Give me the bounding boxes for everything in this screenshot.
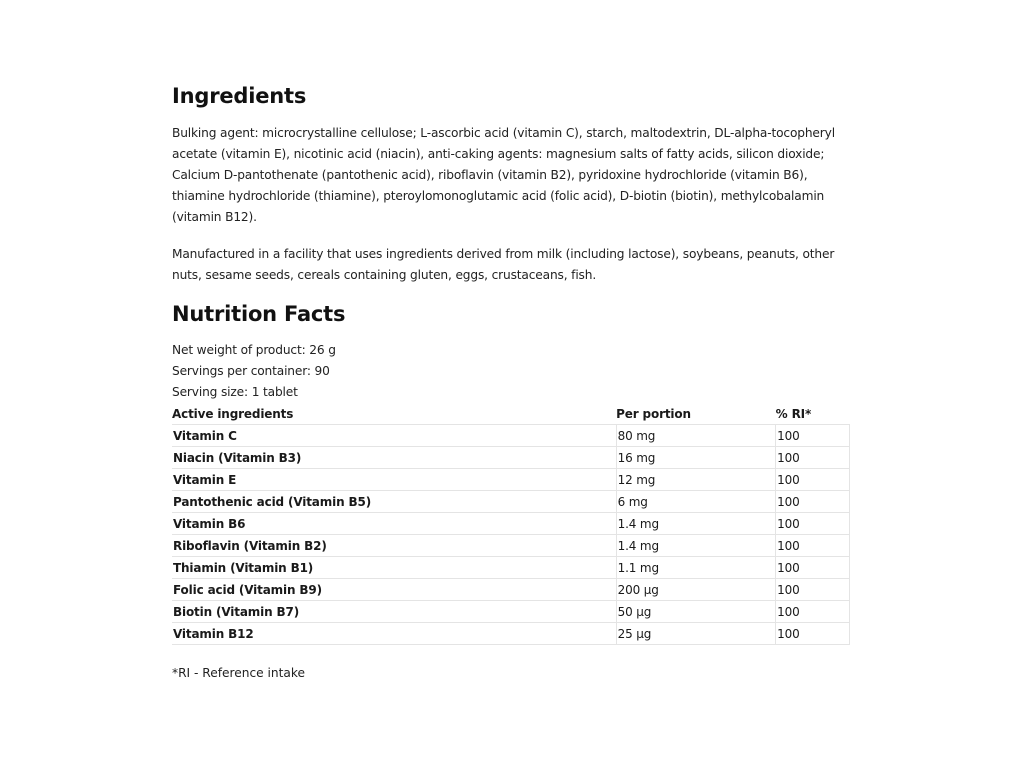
table-row: [172, 557, 850, 579]
table-row: [172, 447, 850, 469]
nutrition-table-body: [172, 425, 850, 645]
nutrition-facts-heading: Nutrition Facts: [172, 302, 346, 326]
table-row: [172, 469, 850, 491]
nutrient-ri: 100: [776, 469, 850, 491]
nutrient-name: Vitamin E: [172, 469, 616, 491]
nutrition-table: [172, 403, 850, 645]
table-row: [172, 513, 850, 535]
table-header-row: [172, 403, 850, 425]
table-row: [172, 601, 850, 623]
nutrient-ri: 100: [776, 557, 850, 579]
nutrient-portion: 16 mg: [616, 447, 776, 469]
nutrient-portion: 1.1 mg: [616, 557, 776, 579]
table-row: [172, 535, 850, 557]
product-info-page: [172, 82, 852, 682]
table-row: [172, 579, 850, 601]
ingredients-heading: Ingredients: [172, 84, 307, 108]
nutrient-name: Riboflavin (Vitamin B2): [172, 535, 616, 557]
nutrient-name: Biotin (Vitamin B7): [172, 601, 616, 623]
nutrient-ri: 100: [776, 579, 850, 601]
nutrient-portion: 80 mg: [616, 425, 776, 447]
nutrient-portion: 12 mg: [616, 469, 776, 491]
nutrient-name: Niacin (Vitamin B3): [172, 447, 616, 469]
ingredients-text: Bulking agent: microcrystalline cellulose; L-ascorbic acid (vitamin C), starch, maltodextrin, DL-alpha-tocopheryl acetate (vitamin E), nicotinic acid (niacin), anti-caking agents: magnesium salts of fatty acids, silicon dioxide; Calcium D-pantothenate (pantothenic acid), riboflavin (vitamin B2), pyridoxine hydrochloride (vitamin B6), thiamine hydrochloride (thiamine), pteroylomonoglutamic acid (folic acid), D-biotin (biotin), methylcobalamin (vitamin B12).: [172, 126, 835, 224]
nutrient-portion: 1.4 mg: [616, 513, 776, 535]
nutrient-name: Pantothenic acid (Vitamin B5): [172, 491, 616, 513]
ri-footnote: *RI - Reference intake: [172, 666, 306, 680]
nutrient-name: Thiamin (Vitamin B1): [172, 557, 616, 579]
nutrient-ri: 100: [776, 491, 850, 513]
nutrient-portion: 1.4 mg: [616, 535, 776, 557]
nutrient-ri: 100: [776, 601, 850, 623]
nutrient-name: Folic acid (Vitamin B9): [172, 579, 616, 601]
nutrient-name: Vitamin B6: [172, 513, 616, 535]
servings-per-container: Servings per container: 90: [172, 364, 330, 378]
nutrient-portion: 25 µg: [616, 623, 776, 645]
column-header-per-portion: Per portion: [616, 406, 691, 421]
column-header-ri: % RI*: [775, 406, 812, 421]
nutrient-ri: 100: [776, 425, 850, 447]
allergen-notice: Manufactured in a facility that uses ingredients derived from milk (including lactose), soybeans, peanuts, other nuts, sesame seeds, cereals containing gluten, eggs, crustaceans, fish.: [172, 247, 835, 282]
nutrient-name: Vitamin B12: [172, 623, 616, 645]
nutrient-portion: 6 mg: [616, 491, 776, 513]
table-row: [172, 491, 850, 513]
nutrient-name: Vitamin C: [172, 425, 616, 447]
nutrient-ri: 100: [776, 447, 850, 469]
column-header-active-ingredients: Active ingredients: [172, 406, 294, 421]
serving-size: Serving size: 1 tablet: [172, 385, 298, 399]
table-row: [172, 623, 850, 645]
table-row: [172, 425, 850, 447]
nutrient-portion: 200 µg: [616, 579, 776, 601]
net-weight: Net weight of product: 26 g: [172, 343, 336, 357]
nutrient-ri: 100: [776, 623, 850, 645]
nutrient-portion: 50 µg: [616, 601, 776, 623]
nutrient-ri: 100: [776, 535, 850, 557]
nutrient-ri: 100: [776, 513, 850, 535]
